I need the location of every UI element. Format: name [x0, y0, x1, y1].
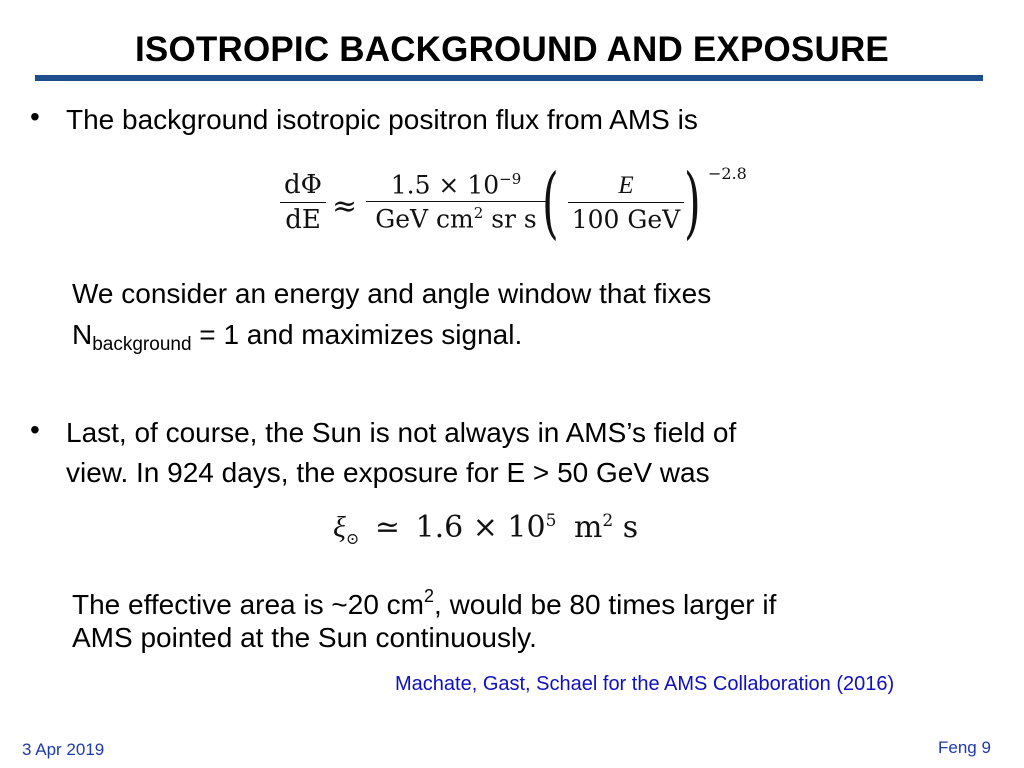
slide-title: ISOTROPIC BACKGROUND AND EXPOSURE: [135, 30, 889, 69]
flux-units: GeV $cm^2$ sr s: [375, 204, 537, 234]
exposure-equation: $\xi_⊙$ ≃ $1.6 \times 10^5$ $m^2$ s: [333, 510, 639, 548]
area-text-line1: The effective area is ~20 $cm^2$, would be 80 times larger if: [72, 586, 777, 620]
footer-date: 3 Apr 2019: [22, 740, 105, 759]
bullet-marker: •: [30, 414, 40, 445]
bullet-marker: •: [30, 101, 40, 132]
left-paren: (: [542, 158, 559, 248]
area-text-line2: AMS pointed at the Sun continuously.: [72, 622, 537, 653]
bullet-text-exposure-line1: Last, of course, the Sun is not always in AMS’s field of: [66, 417, 737, 448]
lhs-denominator: dE: [285, 205, 321, 235]
right-paren: ): [684, 158, 701, 248]
approx-symbol: ≈: [332, 189, 358, 224]
coefficient: $1.5 \times 10^{-9}$: [390, 170, 522, 200]
citation: Machate, Gast, Schael for the AMS Collaboration (2016): [395, 673, 895, 695]
bullet-text-flux: The background isotropic positron flux from AMS is: [66, 104, 698, 135]
footer-page-number: Feng 9: [938, 738, 991, 757]
window-text-line1: We consider an energy and angle window that fixes: [72, 278, 712, 309]
bullet-text-exposure-line2: view. In 924 days, the exposure for E > 50 GeV was: [66, 457, 710, 488]
flux-equation: [280, 158, 760, 254]
ratio-numerator: E: [618, 172, 634, 199]
title-underline: [35, 75, 983, 81]
ratio-denominator: 100 GeV: [571, 205, 681, 234]
window-text-line2: $N_{background} = 1$ and maximizes signal.: [72, 319, 523, 355]
lhs-numerator: dΦ: [284, 170, 322, 200]
power-exponent: −2.8: [708, 164, 747, 183]
